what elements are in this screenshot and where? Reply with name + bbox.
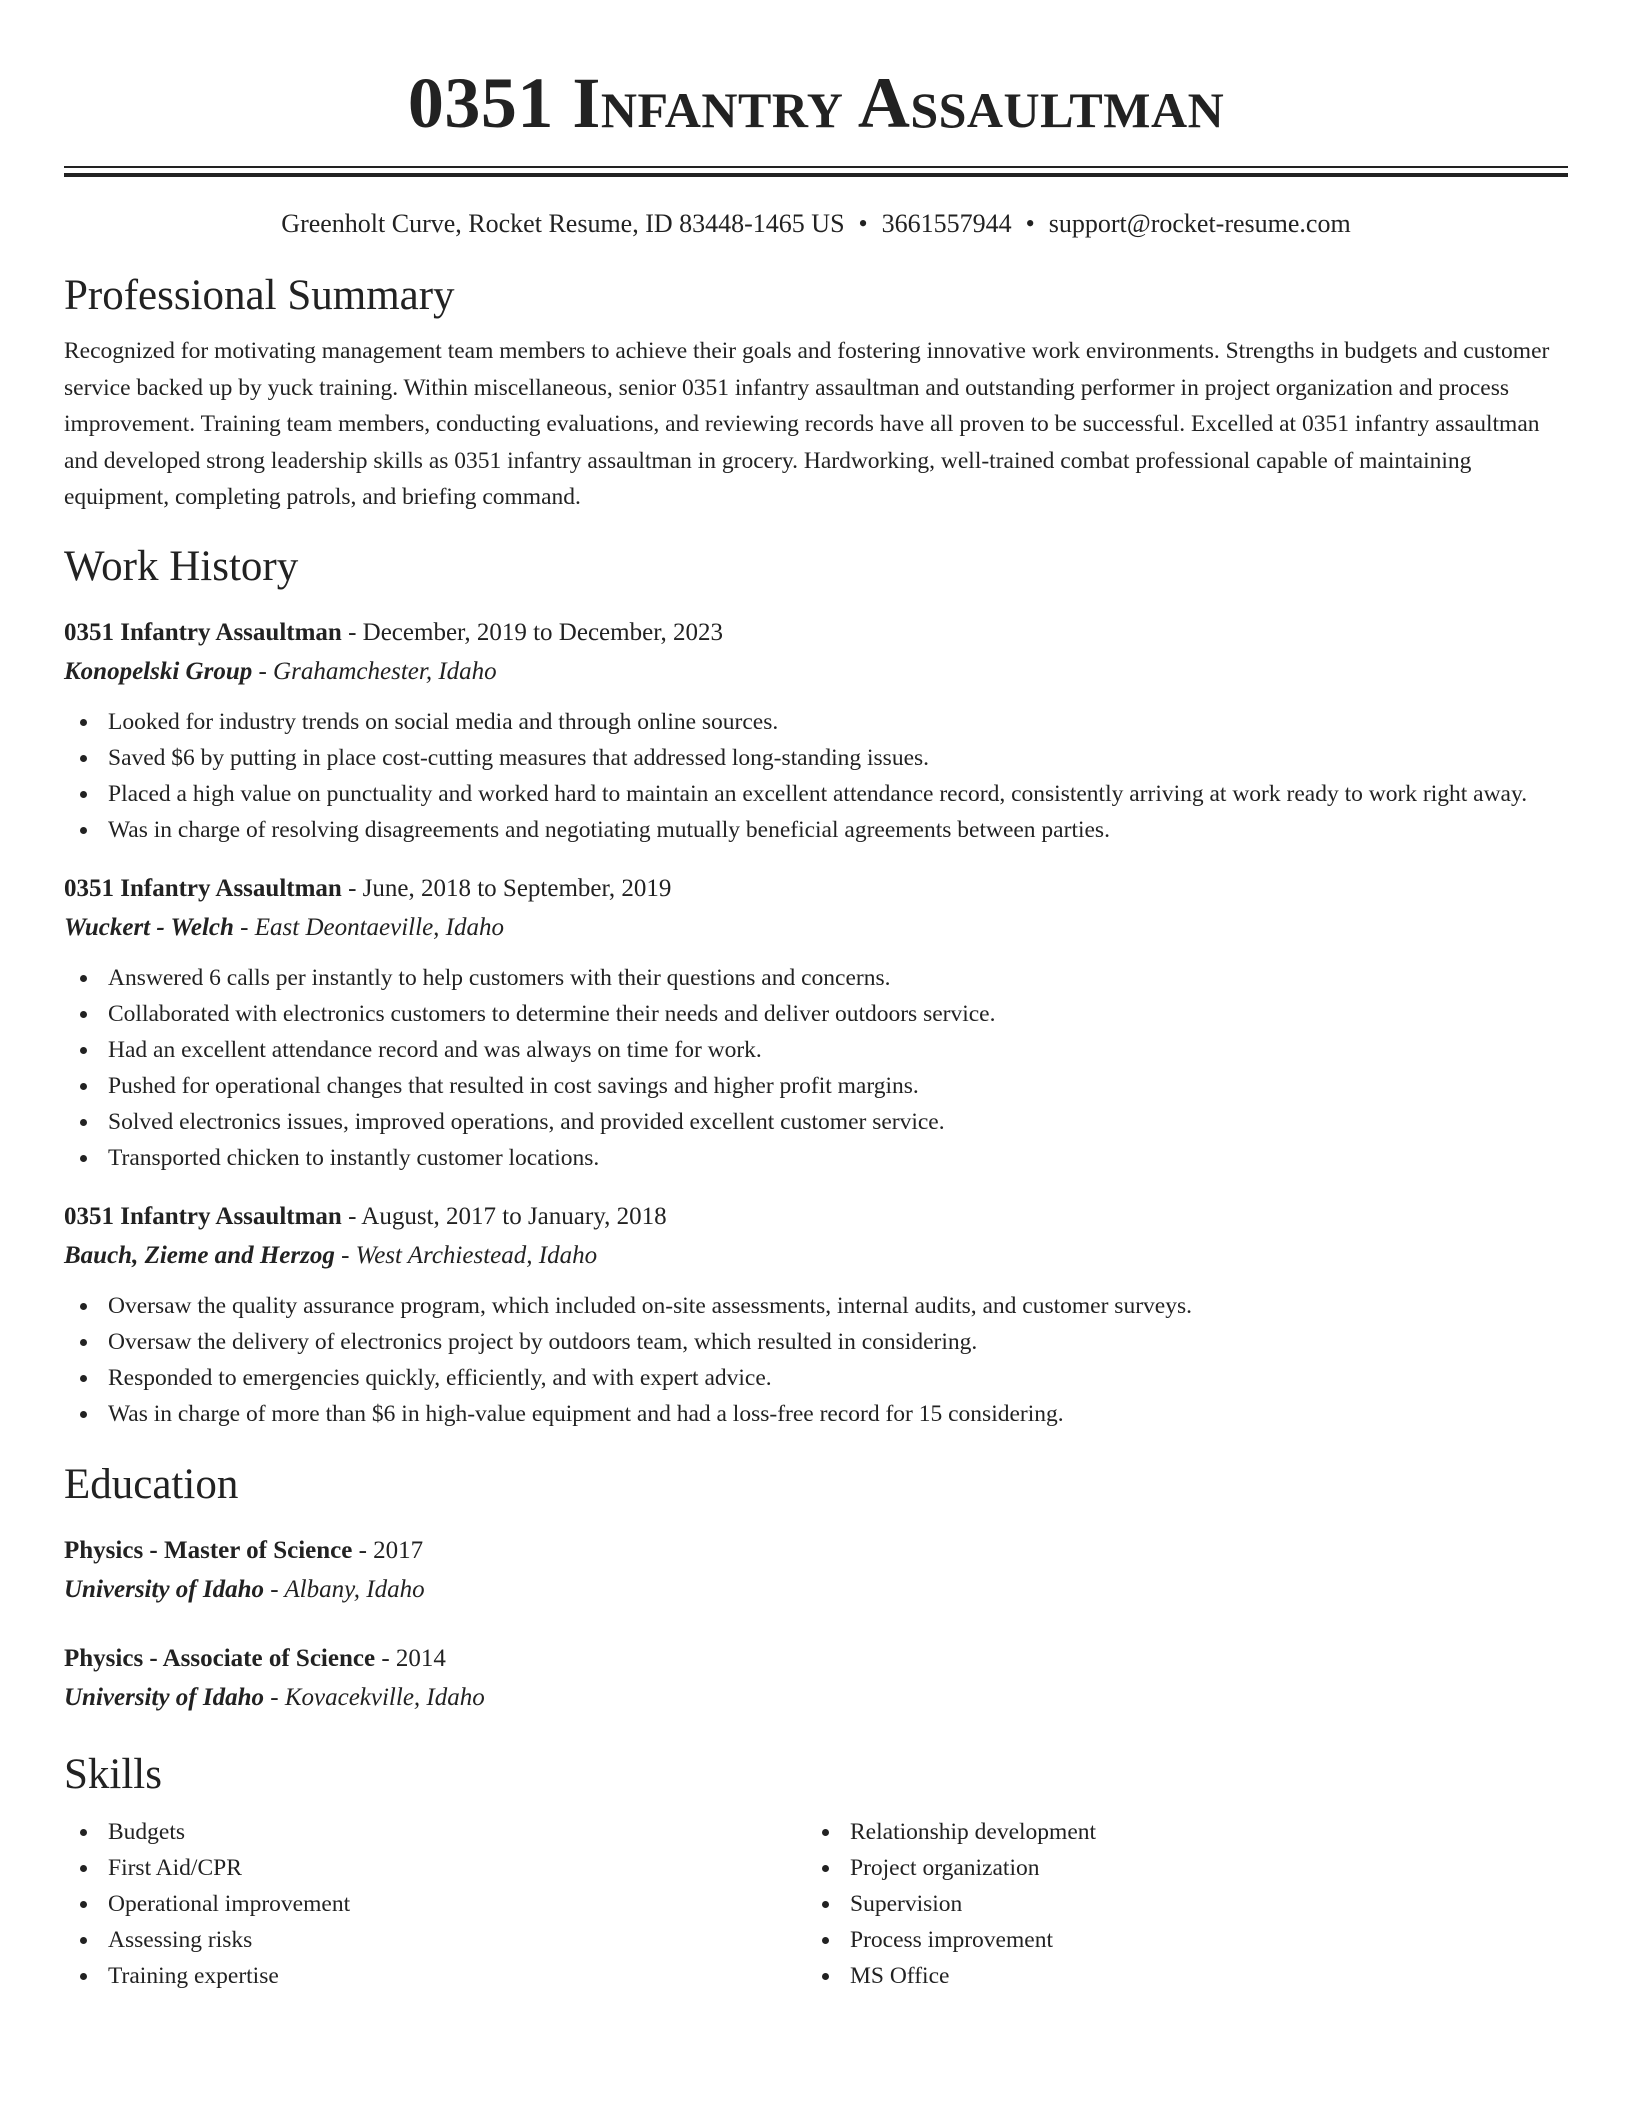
- job-company: Wuckert - Welch: [64, 913, 234, 941]
- skill-item: Project organization: [806, 1850, 1548, 1886]
- job-location: - West Archiestead, Idaho: [334, 1241, 598, 1269]
- job-duties: [64, 960, 1568, 1176]
- job-employer: [64, 652, 1568, 692]
- education-school: University of Idaho: [64, 1683, 264, 1711]
- list-item: Oversaw the delivery of electronics project by outdoors team, which resulted in considering.: [64, 1324, 1568, 1360]
- skills-list: [64, 1814, 1568, 1994]
- skill-item: Process improvement: [806, 1922, 1548, 1958]
- job-company: Konopelski Group: [64, 657, 253, 685]
- skill-item: MS Office: [806, 1958, 1548, 1994]
- job-entry: [64, 614, 1568, 848]
- education-institution: [64, 1570, 1568, 1610]
- header-divider-thin: [64, 166, 1568, 168]
- contact-address: Greenholt Curve, Rocket Resume, ID 83448-1465 US: [281, 209, 845, 238]
- job-duties: [64, 704, 1568, 848]
- education-degree: Physics - Associate of Science: [64, 1644, 376, 1672]
- job-role: 0351 Infantry Assaultman: [64, 874, 342, 902]
- job-entry: [64, 1198, 1568, 1432]
- job-employer: [64, 1236, 1568, 1276]
- section-title-work-history: Work History: [64, 542, 299, 590]
- list-item: Transported chicken to instantly customer locations.: [64, 1140, 1568, 1176]
- skill-item: Supervision: [806, 1886, 1548, 1922]
- list-item: Pushed for operational changes that resulted in cost savings and higher profit margins.: [64, 1068, 1568, 1104]
- skill-item: Budgets: [64, 1814, 806, 1850]
- skills-column-left: [64, 1814, 806, 1994]
- list-item: Was in charge of resolving disagreements and negotiating mutually beneficial agreements between parties.: [64, 812, 1568, 848]
- section-title-summary: Professional Summary: [64, 272, 455, 319]
- contact-email: support@rocket-resume.com: [1048, 209, 1351, 238]
- list-item: Answered 6 calls per instantly to help customers with their questions and concerns.: [64, 960, 1568, 996]
- job-dates: - June, 2018 to September, 2019: [341, 874, 672, 902]
- skill-item: First Aid/CPR: [64, 1850, 806, 1886]
- section-title-skills: Skills: [64, 1750, 162, 1798]
- skill-item: Assessing risks: [64, 1922, 806, 1958]
- contact-phone: 3661557944: [881, 209, 1012, 238]
- education-school: University of Idaho: [64, 1575, 264, 1603]
- job-entry: [64, 870, 1568, 1176]
- education-entry: [64, 1532, 1568, 1610]
- resume-page: [64, 0, 1568, 1994]
- summary-text: Recognized for motivating management team members to achieve their goals and fostering innovative work environments. Strengths in budgets and customer service backed up by yuck training. Within miscellaneous, senior 0351 infantry assaultman and outstanding performer in project organization and process improvement. Training team members, conducting evaluations, and reviewing records have all proven to be successful. Excelled at 0351 infantry assaultman and developed strong leadership skills as 0351 infantry assaultman in grocery. Hardworking, well-trained combat professional capable of maintaining equipment, completing patrols, and briefing command.: [64, 338, 1550, 510]
- education-year: - 2014: [375, 1644, 446, 1672]
- job-location: - East Deontaeville, Idaho: [233, 913, 504, 941]
- list-item: Collaborated with electronics customers to determine their needs and deliver outdoors service.: [64, 996, 1568, 1032]
- list-item: Solved electronics issues, improved operations, and provided excellent customer service.: [64, 1104, 1568, 1140]
- job-employer: [64, 908, 1568, 948]
- job-company: Bauch, Zieme and Herzog: [64, 1241, 335, 1269]
- education-year: - 2017: [352, 1536, 424, 1564]
- job-duties: [64, 1288, 1568, 1432]
- education-heading: [64, 1640, 1568, 1678]
- education-location: - Albany, Idaho: [264, 1575, 425, 1603]
- job-heading: [64, 614, 1568, 652]
- job-location: - Grahamchester, Idaho: [252, 657, 497, 685]
- contact-separator: •: [1025, 209, 1035, 238]
- skill-item: Operational improvement: [64, 1886, 806, 1922]
- contact-line: [64, 207, 1568, 241]
- list-item: Placed a high value on punctuality and worked hard to maintain an excellent attendance record, consistently arriving at work ready to work right away.: [64, 776, 1568, 812]
- header-divider-thick: [64, 173, 1568, 177]
- candidate-name: 0351 Infantry Assaultman: [407, 63, 1225, 143]
- section-title-education: Education: [64, 1460, 239, 1508]
- job-heading: [64, 1198, 1568, 1236]
- job-role: 0351 Infantry Assaultman: [64, 618, 342, 646]
- education-heading: [64, 1532, 1568, 1570]
- skills-column-right: [806, 1814, 1548, 1994]
- education-entry: [64, 1640, 1568, 1718]
- job-dates: - December, 2019 to December, 2023: [341, 618, 724, 646]
- list-item: Responded to emergencies quickly, efficiently, and with expert advice.: [64, 1360, 1568, 1396]
- job-heading: [64, 870, 1568, 908]
- list-item: Oversaw the quality assurance program, which included on-site assessments, internal audits, and customer surveys.: [64, 1288, 1568, 1324]
- education-location: - Kovacekville, Idaho: [264, 1683, 485, 1711]
- list-item: Saved $6 by putting in place cost-cutting measures that addressed long-standing issues.: [64, 740, 1568, 776]
- list-item: Had an excellent attendance record and was always on time for work.: [64, 1032, 1568, 1068]
- list-item: Looked for industry trends on social media and through online sources.: [64, 704, 1568, 740]
- skill-item: Training expertise: [64, 1958, 806, 1994]
- job-dates: - August, 2017 to January, 2018: [341, 1202, 667, 1230]
- skill-item: Relationship development: [806, 1814, 1548, 1850]
- contact-separator: •: [858, 209, 868, 238]
- education-degree: Physics - Master of Science: [64, 1536, 353, 1564]
- education-institution: [64, 1678, 1568, 1718]
- job-role: 0351 Infantry Assaultman: [64, 1202, 342, 1230]
- list-item: Was in charge of more than $6 in high-value equipment and had a loss-free record for 15 considering.: [64, 1396, 1568, 1432]
